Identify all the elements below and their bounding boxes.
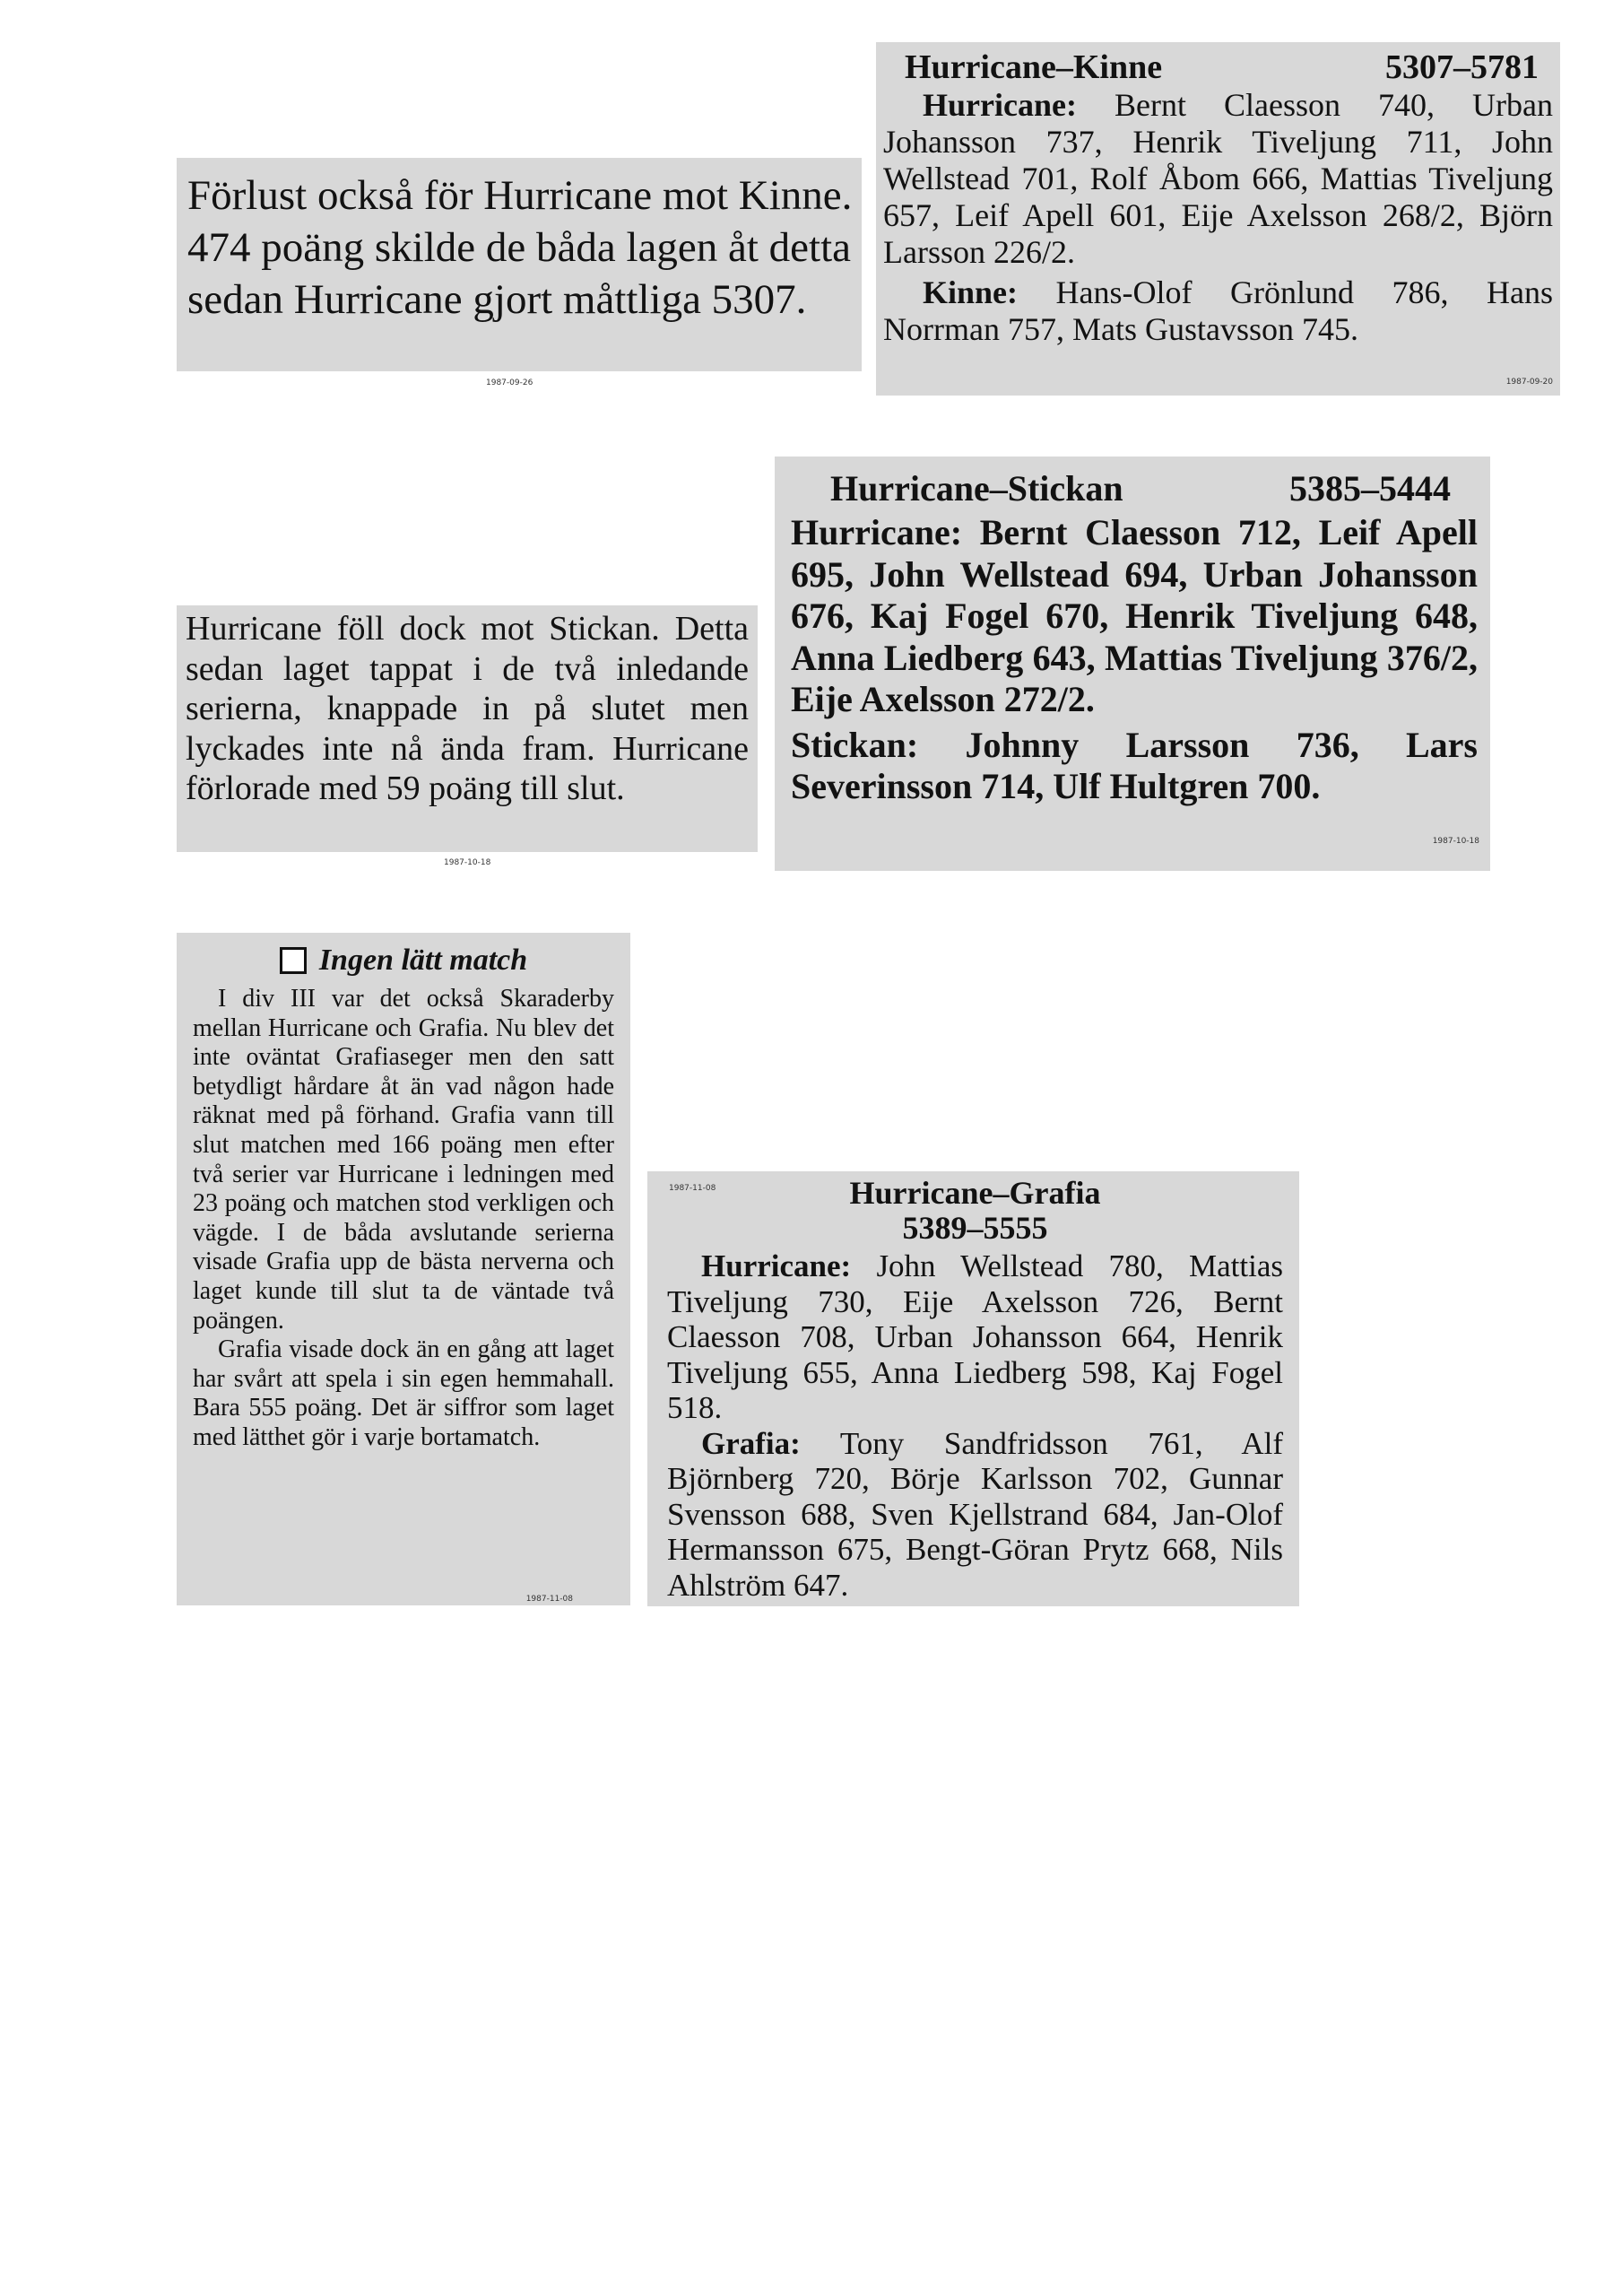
clipping-date: 1987-10-18: [1432, 837, 1479, 846]
team2-results: Stickan: Johnny Larsson 736, Lars Severinsson 714, Ulf Hultgren 700.: [791, 724, 1478, 806]
article-text: Förlust också för Hurricane mot Kinne. 474 poäng skilde de båda lagen åt detta sedan Hurricane gjort måttliga 5307.: [187, 172, 853, 323]
team1-players: Bernt Claesson 740, Urban Johansson 737, Henrik Tiveljung 711, John Wellstead 701, Rolf Åbom 666, Mattias Tiveljung 657, Leif Apell 601, Eije Axelsson 268/2, Björn Larsson 226/2.: [883, 87, 1554, 270]
match-score: 5389–5555: [902, 1210, 1048, 1246]
clipping-grafia-results: [647, 1171, 1299, 1606]
team2-results: [883, 274, 1553, 348]
match-title: Hurricane–Kinne: [905, 48, 1163, 86]
match-title: Hurricane–Grafia: [849, 1175, 1101, 1211]
clipping-kinne-summary: [177, 158, 862, 387]
clipping-grafia-article: [177, 933, 630, 1605]
square-bullet-icon: [280, 947, 307, 974]
team2-name: Grafia:: [701, 1425, 801, 1461]
article-title: Ingen lätt match: [318, 944, 528, 977]
team2-players: Hans-Olof Grönlund 786, Hans Norrman 757, Mats Gustavsson 745.: [883, 274, 1554, 347]
article-paragraph-2: Grafia visade dock än en gång att laget har svårt att spela i sin egen hemmahall. Bara 555 poäng. Det är siffror som laget med lätthet gör i varje bortamatch.: [193, 1335, 614, 1451]
match-score: 5385–5444: [1289, 468, 1451, 509]
team1-results: [667, 1248, 1283, 1426]
team2-name: Kinne:: [923, 274, 1019, 310]
team1-name: Hurricane:: [701, 1248, 852, 1283]
team2-players: Tony Sandfridsson 761, Alf Björnberg 720, Börje Karlsson 702, Gunnar Svensson 688, Sven Kjellstrand 684, Jan-Olof Hermansson 675, Bengt-Göran Prytz 668, Nils Ahlström 647.: [667, 1425, 1283, 1603]
clipping-stickan-summary: [177, 605, 758, 867]
team1-results: [883, 87, 1553, 271]
clipping-date: 1987-11-08: [525, 1595, 573, 1604]
clipping-date: 1987-09-26: [486, 378, 533, 387]
team1-players: John Wellstead 780, Mattias Tiveljung 730, Eije Axelsson 726, Bernt Claesson 708, Urban Johansson 664, Henrik Tiveljung 655, Anna Liedberg 598, Kaj Fogel 518.: [667, 1248, 1284, 1425]
match-header: [791, 465, 1478, 512]
clipping-stickan-results: [775, 457, 1490, 871]
match-header: [883, 48, 1553, 87]
article-text: Hurricane föll dock mot Stickan. Detta sedan laget tappat i de två inledande serierna, knappade in på slutet men lyckades inte nå ända fram. Hurricane förlorade med 59 poäng till slut.: [186, 610, 749, 807]
team2-results: [667, 1426, 1283, 1604]
clipping-date: 1987-11-08: [669, 1184, 716, 1193]
article-paragraph-1: I div III var det också Skaraderby mellan Hurricane och Grafia. Nu blev det inte oväntat Grafiaseger men den satt betydligt hårdare åt än vad någon hade räknat med på förhand. Grafia vann till slut matchen med 166 poäng men efter två serier var Hurricane i ledningen med 23 poäng och matchen stod verkligen och vägde. I de båda avslutande serierna visade Grafia upp de bästa nerverna och laget kunde till slut ta de väntade två poängen.: [193, 985, 614, 1335]
clipping-kinne-results: [876, 42, 1560, 396]
match-score: 5307–5781: [1385, 48, 1539, 86]
clipping-date: 1987-09-20: [1505, 378, 1553, 387]
clipping-date: 1987-10-18: [444, 858, 491, 867]
team1-results: Hurricane: Bernt Claesson 712, Leif Apell 695, John Wellstead 694, Urban Johansson 676, Kaj Fogel 670, Henrik Tiveljung 648, Anna Liedberg 643, Mattias Tiveljung 376/2, Eije Axelsson 272/2.: [791, 512, 1478, 719]
team1-name: Hurricane:: [923, 87, 1077, 123]
article-heading: [193, 940, 614, 981]
match-title: Hurricane–Stickan: [830, 468, 1123, 509]
